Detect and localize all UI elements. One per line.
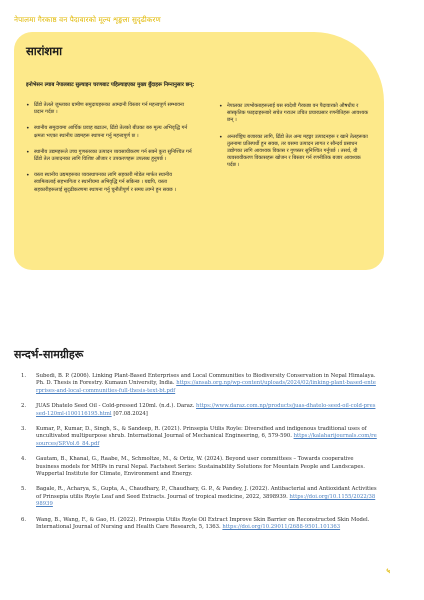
summary-bullet: • स्थानीय उद्यमहरूले उच्च गुणस्तरका उत्पादन व्यवसायीकरण गर्न सक्ने कुरा सुनिश्चित गर्न ढिँडो तेल उत्पादनका लागि विशिष्ट औजार र उपकरणहरू उपलब्ध हुनुपर्छ । bbox=[26, 149, 194, 163]
reference-text: Wang, B., Wang, F., & Gao, H. (2022). Prinsepia Utilis Royle Oil Extract Improve Skin Barrier on Reconstructed Skin Model. International Journal of Nursing and Health Care Research, 5, 1363. bbox=[36, 516, 370, 531]
summary-intro: इनोभेसन ल्याब नेपालबाट सुल्याइन चरणबाट पहिल्याइएका मुख्य बुँदाहरू निम्नानुसार छन्: bbox=[26, 82, 195, 88]
reference-number: 4. bbox=[21, 456, 27, 463]
reference-item bbox=[21, 456, 377, 478]
reference-text: Gautam, B., Khanal, G., Raabe, M., Schmoltze, M., & Ortiz, W. (2024). Beyond user committees – Towards cooperative business models for MHPs in rural Nepal. Factsheet Series: Sustainability Solutions for Mountain People and Landscapes. Wuppertal Institute for Climate, Environment and Energy. bbox=[36, 456, 365, 478]
reference-item bbox=[21, 426, 377, 448]
reference-item bbox=[21, 486, 377, 508]
summary-right-column bbox=[219, 103, 371, 179]
reference-text: Bagale, R., Acharya, S., Gupta, A., Chaudhary, P., Chaudhary, G. P., & Pandey, J. (2022). Antibacterial and Antioxidant Activities of Prinsepia utilis Royle Leaf and Seed Extracts. Journal of tropical medicine, 2022, 3898939. bbox=[36, 486, 377, 500]
reference-item bbox=[21, 403, 377, 418]
reference-text: JUAS Dhatelo Seed Oil - Cold-pressed 120ml. (n.d.). Daraz. bbox=[36, 403, 195, 410]
summary-bullet: • ढिँडो तेलले जुम्लाका ग्रामीण समुदायहरूका आम्दानी विस्तार गर्न महत्त्वपूर्ण सम्भावना प्रदान गर्दछ । bbox=[26, 102, 194, 116]
references-list bbox=[21, 373, 377, 540]
reference-link[interactable]: https://kalaharijournals.com/resources/SP.Vol.6_84.pdf bbox=[36, 433, 377, 447]
references-title: सन्दर्भ-सामग्रीहरू bbox=[14, 348, 84, 361]
reference-number: 2. bbox=[21, 403, 27, 410]
reference-number: 5. bbox=[21, 486, 27, 493]
reference-number: 6. bbox=[21, 516, 27, 523]
reference-link[interactable]: https://www.daraz.com.np/products/juas-dhatelo-seed-oil-cold-pressed-120ml-i100116195.html bbox=[36, 403, 376, 417]
summary-bullet: • नेपालका उपभोक्ताहरूलाई यस स्वदेशी गैरकाष्ठ वन पैदावारको औषधीय र सांस्कृतिक फाइदाहरूबारे सचेत गराउन उचित प्रचारप्रसार रणनीतिहरू आवश्यक छन् । bbox=[219, 103, 371, 125]
reference-link[interactable]: https://ansab.org.np/wp-content/uploads/2024/02/linking-plant-based-enterprises-and-local-communities-full-thesis-text-bt.pdf bbox=[36, 380, 376, 394]
summary-bullet: • अन्तर्राष्ट्रिय बजारका लागि, ढिँडो तेल अन्य महङ्गा उत्पादनहरू र खाने तेलहरूका तुलनामा प्रतिस्पर्धी हुन सक्छ, तर यसमा उत्पादन लागत र सौन्दर्य प्रसाधन उद्योगका लागि आवश्यक विकास र गुणस्तर सुनिश्चित गर्नुपर्छ । तसर्थ, यी व्यवसायीकरण विकासहरू खोजन र बिस्तार गर्न रणनीतिक बजार आवश्यक पर्दछ । bbox=[219, 134, 371, 170]
summary-left-column bbox=[26, 102, 194, 203]
reference-item bbox=[21, 517, 377, 532]
reference-number: 1. bbox=[21, 373, 27, 379]
reference-number: 3. bbox=[21, 426, 27, 433]
reference-link[interactable]: https://doi.org/10.29011/2688-9501.101363 bbox=[222, 524, 341, 531]
reference-access-date: [07.08.2024] bbox=[113, 410, 148, 417]
page-number: ५ bbox=[386, 567, 390, 575]
summary-bullet: • यस्ता स्थानीय उद्यमहरूका व्यवस्थापनका लागि सहकारी मोडेल मार्फत स्थानीय स्वामित्वलाई सहभागिता र स्थानीयमा अभिवृद्धि गर्न सकिन्छ । यद्यपि, यस्ता सहकारीहरूलाई सुदृढीकरणमा स्थापना गर्नु चुनौतीपूर्ण र समय लाग्ने हुन सक्छ । bbox=[26, 172, 194, 194]
reference-link[interactable]: https://doi.org/10.1155/2022/3898939 bbox=[36, 493, 376, 508]
summary-bullet: • स्थानीय समुदायमा आर्थिक प्रवाह बढाउन, ढिँडो तेलको बीउका बरु मूल्य अभिवृद्धि गर्न क्षमता भएका स्थानीय उद्यमहरू स्थापना गर्नु महत्त्वपूर्ण छ । bbox=[26, 125, 194, 139]
summary-title: सारांशमा bbox=[26, 44, 63, 58]
reference-text: Kumar, P., Kumar, D., Singh, S., & Sandeep, R. (2021). Prinsepia Utilis Royle: Diversified and indigenous traditional uses of uncultivated multipurpose shrub. International Journal of Mechanical Engineering, 6, 579-590. bbox=[36, 426, 367, 440]
summary-card bbox=[14, 32, 384, 270]
reference-text: Subedi, B. P. (2006). Linking Plant-Based Enterprises and Local Communities to Biodiversity Conservation in Nepal Himalaya. Ph. D. Thesis in Forestry. Kumaun University, India. bbox=[36, 373, 376, 387]
running-header: नेपालमा गैरकाष्ठ वन पैदावारको मूल्य शृङ्खला सुदृढीकरण bbox=[14, 15, 161, 24]
reference-item bbox=[21, 373, 377, 395]
